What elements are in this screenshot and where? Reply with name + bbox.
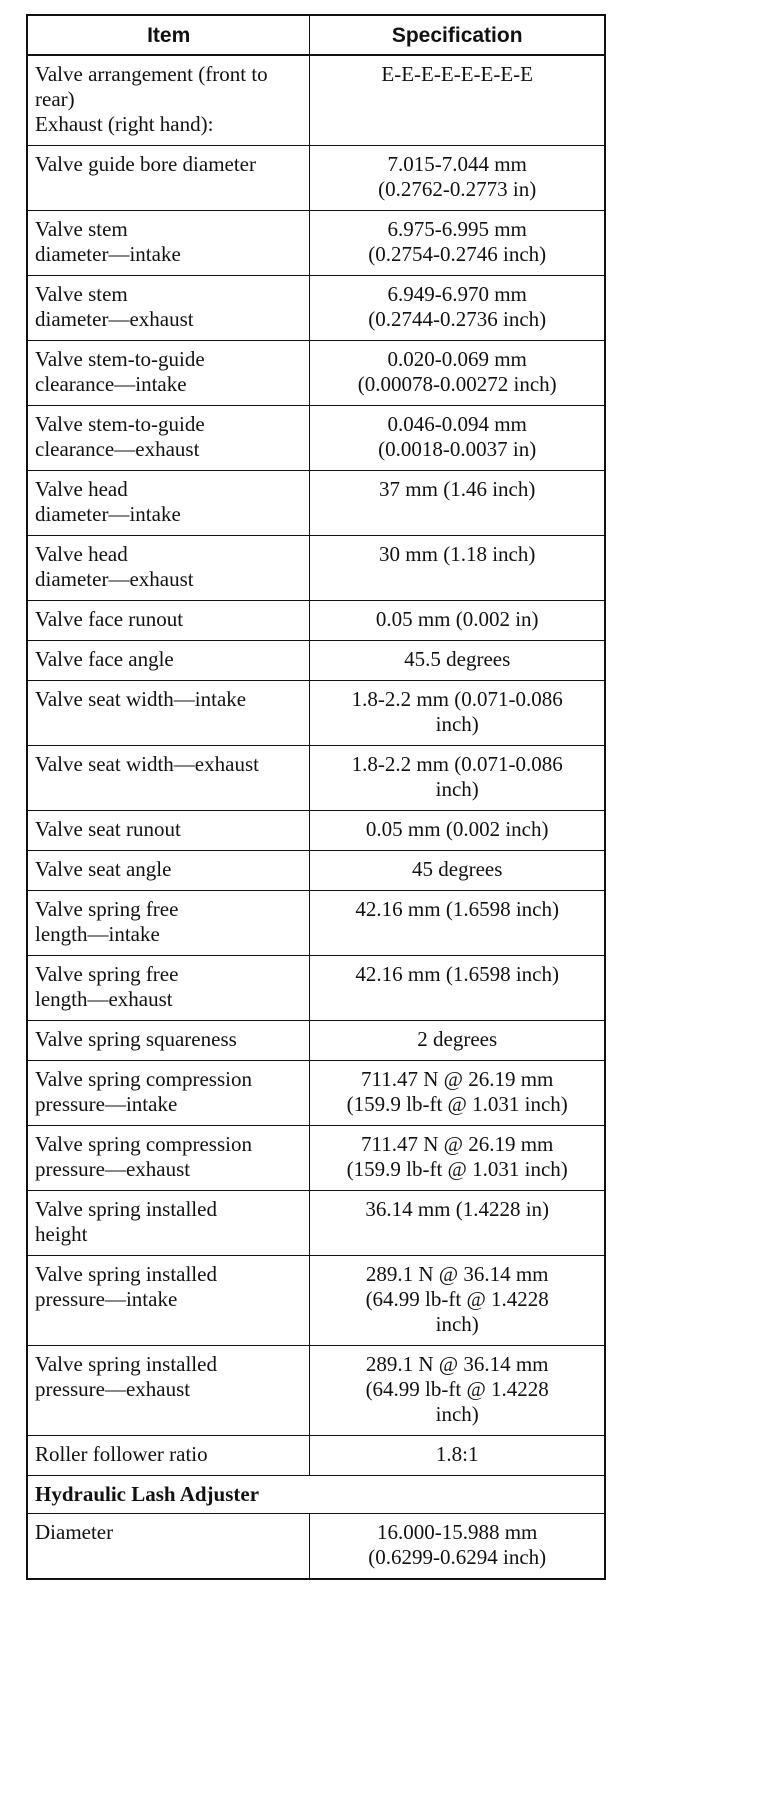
table-row <box>27 891 605 956</box>
table-row <box>27 1256 605 1346</box>
header-specification: Specification <box>310 15 605 55</box>
item-cell: Valve spring free length—intake <box>27 891 310 956</box>
specification-cell: 711.47 N @ 26.19 mm (159.9 lb-ft @ 1.031 inch) <box>310 1061 605 1126</box>
table-row <box>27 811 605 851</box>
table-row <box>27 681 605 746</box>
table-row <box>27 601 605 641</box>
specification-cell: 6.975-6.995 mm (0.2754-0.2746 inch) <box>310 211 605 276</box>
item-cell: Valve face runout <box>27 601 310 641</box>
specification-cell: 711.47 N @ 26.19 mm (159.9 lb-ft @ 1.031 inch) <box>310 1126 605 1191</box>
item-cell: Valve spring installed pressure—exhaust <box>27 1346 310 1436</box>
specification-cell: 2 degrees <box>310 1021 605 1061</box>
item-cell: Roller follower ratio <box>27 1436 310 1476</box>
specification-cell: 1.8-2.2 mm (0.071-0.086 inch) <box>310 681 605 746</box>
item-cell: Valve stem-to-guide clearance—intake <box>27 341 310 406</box>
section-row <box>27 1476 605 1514</box>
table-row <box>27 851 605 891</box>
item-cell: Valve spring free length—exhaust <box>27 956 310 1021</box>
specification-cell: 6.949-6.970 mm (0.2744-0.2736 inch) <box>310 276 605 341</box>
specification-cell: 0.020-0.069 mm (0.00078-0.00272 inch) <box>310 341 605 406</box>
table-row <box>27 746 605 811</box>
table-row <box>27 1126 605 1191</box>
item-cell: Valve face angle <box>27 641 310 681</box>
specification-cell: 45 degrees <box>310 851 605 891</box>
table-row <box>27 55 605 146</box>
specification-cell: 16.000-15.988 mm (0.6299-0.6294 inch) <box>310 1514 605 1580</box>
table-row <box>27 406 605 471</box>
specification-cell: 7.015-7.044 mm (0.2762-0.2773 in) <box>310 146 605 211</box>
item-cell: Valve stem diameter—intake <box>27 211 310 276</box>
specification-cell: 0.05 mm (0.002 in) <box>310 601 605 641</box>
item-cell: Valve arrangement (front to rear) Exhaust (right hand): <box>27 55 310 146</box>
header-item: Item <box>27 15 310 55</box>
specification-cell: 289.1 N @ 36.14 mm (64.99 lb-ft @ 1.4228 inch) <box>310 1346 605 1436</box>
item-cell: Valve spring installed height <box>27 1191 310 1256</box>
table-row <box>27 641 605 681</box>
item-cell: Valve head diameter—exhaust <box>27 536 310 601</box>
specification-cell: 30 mm (1.18 inch) <box>310 536 605 601</box>
table-row <box>27 1514 605 1580</box>
specification-cell: 36.14 mm (1.4228 in) <box>310 1191 605 1256</box>
specification-cell: 42.16 mm (1.6598 inch) <box>310 891 605 956</box>
item-cell: Valve seat width—intake <box>27 681 310 746</box>
table-row <box>27 536 605 601</box>
specification-cell: 42.16 mm (1.6598 inch) <box>310 956 605 1021</box>
table-row <box>27 276 605 341</box>
item-cell: Valve seat runout <box>27 811 310 851</box>
specification-cell: 37 mm (1.46 inch) <box>310 471 605 536</box>
header-row <box>27 15 605 55</box>
table-row <box>27 1346 605 1436</box>
specification-cell: E-E-E-E-E-E-E-E <box>310 55 605 146</box>
item-cell: Valve guide bore diameter <box>27 146 310 211</box>
item-cell: Valve seat width—exhaust <box>27 746 310 811</box>
item-cell: Valve stem-to-guide clearance—exhaust <box>27 406 310 471</box>
item-cell: Valve spring installed pressure—intake <box>27 1256 310 1346</box>
spec-table <box>26 14 606 1580</box>
table-row <box>27 341 605 406</box>
item-cell: Valve head diameter—intake <box>27 471 310 536</box>
item-cell: Valve spring compression pressure—exhaust <box>27 1126 310 1191</box>
item-cell: Valve seat angle <box>27 851 310 891</box>
item-cell: Valve spring squareness <box>27 1021 310 1061</box>
item-cell: Valve stem diameter—exhaust <box>27 276 310 341</box>
specification-cell: 0.046-0.094 mm (0.0018-0.0037 in) <box>310 406 605 471</box>
table-row <box>27 1436 605 1476</box>
specification-cell: 1.8:1 <box>310 1436 605 1476</box>
item-cell: Valve spring compression pressure—intake <box>27 1061 310 1126</box>
table-row <box>27 146 605 211</box>
spec-table-body <box>27 55 605 1579</box>
table-row <box>27 1191 605 1256</box>
table-row <box>27 956 605 1021</box>
specification-cell: 45.5 degrees <box>310 641 605 681</box>
section-title: Hydraulic Lash Adjuster <box>27 1476 605 1514</box>
table-row <box>27 1021 605 1061</box>
specification-cell: 1.8-2.2 mm (0.071-0.086 inch) <box>310 746 605 811</box>
specification-cell: 0.05 mm (0.002 inch) <box>310 811 605 851</box>
table-row <box>27 1061 605 1126</box>
specification-cell: 289.1 N @ 36.14 mm (64.99 lb-ft @ 1.4228 inch) <box>310 1256 605 1346</box>
table-row <box>27 471 605 536</box>
table-row <box>27 211 605 276</box>
item-cell: Diameter <box>27 1514 310 1580</box>
